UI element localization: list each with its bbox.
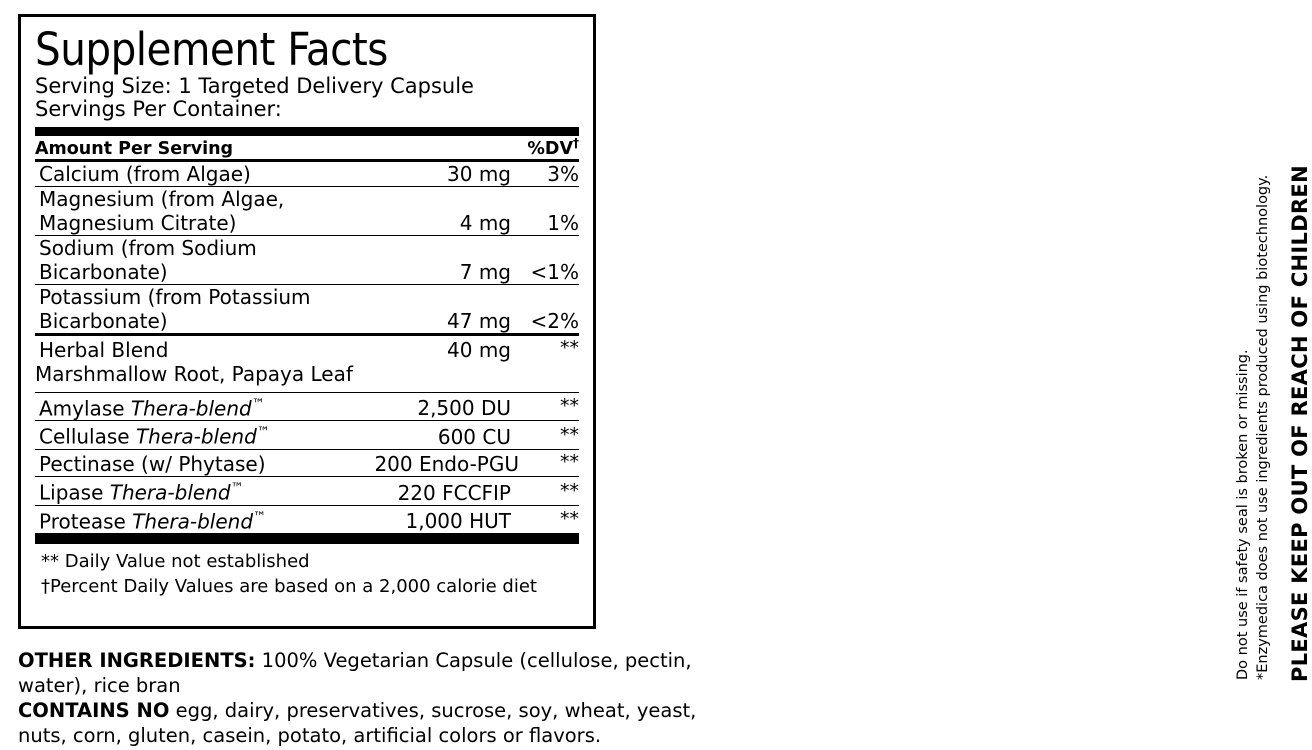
row-amount: 47 mg [447,308,511,333]
row-amount: 30 mg [447,161,511,186]
contains-no-text-1: egg, dairy, preservatives, sucrose, soy, wheat, yeast, [169,699,697,722]
row-amount: 4 mg [459,210,511,235]
other-ingredients-label: OTHER INGREDIENTS: [18,649,256,672]
row-name: Herbal Blend [39,337,169,362]
row-name: Sodium (from Sodium Bicarbonate) [39,235,257,284]
table-row [35,450,579,477]
serving-size-line: Serving Size: 1 Targeted Delivery Capsule [35,74,474,98]
row-dv: ** [560,336,579,359]
trademark-symbol: ™ [256,425,270,441]
warning-text-line1: Do not use if safety seal is broken or missing. [1235,349,1251,680]
table-row [35,336,579,362]
table-subrow [35,362,579,393]
contains-no-label: CONTAINS NO [18,699,170,722]
header-dv-text: %DV [527,138,573,159]
row-name-text: Protease [39,509,133,534]
table-row [35,477,579,505]
row-amount: 7 mg [459,259,511,284]
row-amount: 1,000 HUT [405,509,511,534]
row-dv: ** [560,424,579,447]
table-row [35,236,579,285]
contains-no-line [18,698,708,723]
trademark-symbol: ™ [253,509,267,525]
row-amount: 220 FCCFIP [397,480,511,505]
table-row [35,421,579,449]
row-dv: ** [560,479,579,502]
row-dv: ** [560,508,579,531]
row-name-text: Lipase [39,480,110,505]
row-name-text: Cellulase [39,425,136,450]
row-name [35,421,374,449]
row-dv: ** [560,451,579,474]
trademark-symbol: ™ [251,396,265,412]
warning-text-line2: *Enzymedica does not use ingredients produced using biotechnology. [1255,174,1271,680]
row-subname: Marshmallow Root, Papaya Leaf [35,361,353,386]
trademark-symbol: ™ [230,481,244,497]
row-name-text: Amylase [39,396,131,421]
table-row [35,506,579,534]
row-name-brand: Thera-blend [130,396,252,421]
row-amount: 2,500 DU [417,396,511,421]
other-ingredients-line [18,648,708,698]
row-name: Pectinase (w/ Phytase) [39,452,266,477]
row-name [35,477,374,505]
row-name: Potassium (from Potassium Bicarbonate) [39,284,311,333]
header-dv-dagger: † [573,136,579,150]
table-header-row [35,136,579,160]
divider-thick-bottom [35,533,579,544]
row-name-brand: Thera-blend [109,480,231,505]
page-title: Supplement Facts [35,23,388,76]
header-percent-dv [521,136,579,160]
table-row [35,162,579,187]
row-name: Magnesium (from Algae, Magnesium Citrate) [39,186,285,235]
ingredients-block [18,648,708,748]
footnote-daily-value: ** Daily Value not established [41,551,310,573]
row-amount: 40 mg [447,337,511,362]
side-text-block [612,60,1312,682]
supplement-facts-panel [18,14,596,629]
keep-out-of-reach-text: PLEASE KEEP OUT OF REACH OF CHILDREN [1288,165,1312,682]
contains-no-text-2: nuts, corn, gluten, casein, potato, artificial colors or flavors. [18,724,602,747]
divider-thick-top [35,127,579,136]
servings-per-container-line: Servings Per Container: [35,97,282,121]
table-row [35,393,579,421]
row-dv: <2% [530,308,579,333]
footnote-percent-dv: †Percent Daily Values are based on a 2,000 calorie diet [41,576,537,598]
row-name [35,506,374,534]
row-dv: <1% [530,259,579,284]
row-dv: ** [560,395,579,418]
row-amount: 200 Endo-PGU [374,452,519,477]
row-name-brand: Thera-blend [135,425,257,450]
row-amount: 600 CU [437,425,511,450]
row-dv: 1% [547,210,579,235]
table-row [35,187,579,236]
row-name [35,393,374,421]
table-row [35,285,579,335]
header-amount-per-serving: Amount Per Serving [35,138,234,159]
contains-no-line-2 [18,723,708,748]
row-name: Calcium (from Algae) [39,161,251,186]
nutrition-table [35,136,579,533]
other-ingredients-text: 100% Vegetarian Capsule (cellulose, pectin, water), rice bran [18,649,692,697]
row-name-brand: Thera-blend [132,509,254,534]
row-dv: 3% [547,161,579,186]
